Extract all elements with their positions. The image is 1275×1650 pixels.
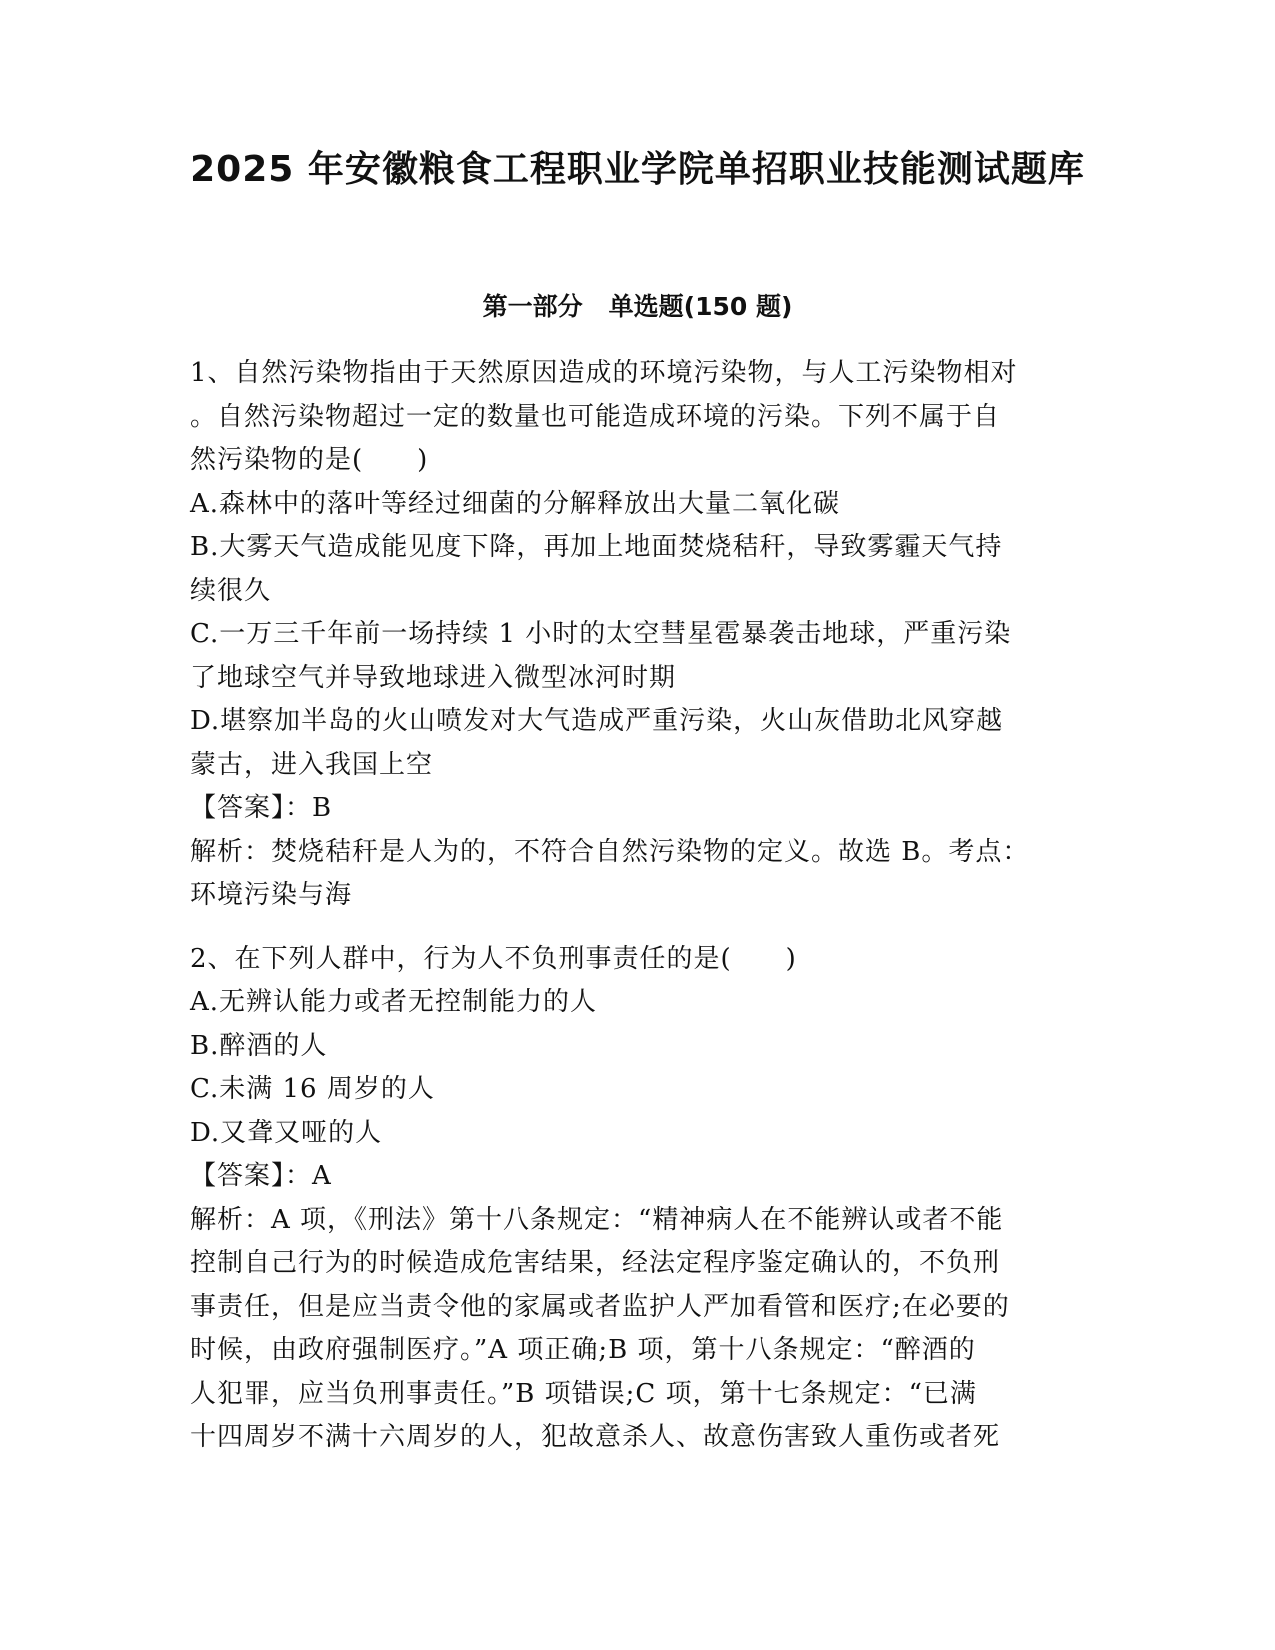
question-1-option-d-cont: 蒙古，进入我国上空 bbox=[190, 749, 434, 780]
question-2-analysis: 解析：A 项，《刑法》第十八条规定：“精神病人在不能辨认或者不能 bbox=[190, 1204, 1004, 1235]
question-2-analysis-cont: 事责任，但是应当责令他的家属或者监护人严加看管和医疗;在必要的 bbox=[190, 1291, 1010, 1322]
question-1 bbox=[190, 352, 1090, 918]
question-2-answer: 【答案】：A bbox=[190, 1161, 332, 1191]
question-1-option-a: A.森林中的落叶等经过细菌的分解释放出大量二氧化碳 bbox=[190, 488, 841, 519]
question-2-option-a: A.无辨认能力或者无控制能力的人 bbox=[190, 987, 598, 1017]
question-2-analysis-cont: 人犯罪，应当负刑事责任。”B 项错误;C 项，第十七条规定：“已满 bbox=[190, 1378, 977, 1409]
question-list bbox=[190, 352, 1090, 1460]
question-2-stem-line: 2、在下列人群中，行为人不负刑事责任的是( ) bbox=[190, 943, 797, 974]
question-1-stem-line: 1、自然污染物指由于天然原因造成的环境污染物，与人工污染物相对 bbox=[190, 358, 1018, 388]
question-2-analysis-cont: 时候，由政府强制医疗。”A 项正确;B 项，第十八条规定：“醉酒的 bbox=[190, 1335, 976, 1365]
question-2-analysis-cont: 控制自己行为的时候造成危害结果，经法定程序鉴定确认的，不负刑 bbox=[190, 1248, 1001, 1278]
question-2-option-b: B.醉酒的人 bbox=[190, 1030, 328, 1061]
question-1-analysis: 解析：焚烧秸秆是人为的，不符合自然污染物的定义。故选 B。考点： bbox=[190, 836, 1030, 867]
question-2 bbox=[190, 938, 1090, 1460]
question-1-option-c: C.一万三千年前一场持续 1 小时的太空彗星雹暴袭击地球，严重污染 bbox=[190, 619, 1012, 649]
question-1-option-b: B.大雾天气造成能见度下降，再加上地面焚烧秸秆，导致雾霾天气持 bbox=[190, 532, 1003, 562]
document-title: 2025 年安徽粮食工程职业学院单招职业技能测试题库 bbox=[190, 149, 1085, 190]
question-2-option-c: C.未满 16 周岁的人 bbox=[190, 1074, 435, 1104]
question-2-option-d: D.又聋又哑的人 bbox=[190, 1117, 383, 1148]
question-1-option-c-cont: 了地球空气并导致地球进入微型冰河时期 bbox=[190, 662, 677, 693]
question-1-answer: 【答案】：B bbox=[190, 793, 333, 823]
question-1-option-d: D.堪察加半岛的火山喷发对大气造成严重污染，火山灰借助北风穿越 bbox=[190, 706, 1004, 736]
section-heading: 第一部分 单选题(150 题) bbox=[482, 292, 793, 321]
question-1-stem-line: 然污染物的是( ) bbox=[190, 445, 429, 475]
question-1-option-b-cont: 续很久 bbox=[190, 575, 272, 606]
question-2-analysis-cont: 十四周岁不满十六周岁的人，犯故意杀人、故意伤害致人重伤或者死 bbox=[190, 1422, 1001, 1452]
question-1-analysis-cont: 环境污染与海 bbox=[190, 880, 353, 910]
question-1-stem-line: 。自然污染物超过一定的数量也可能造成环境的污染。下列不属于自 bbox=[190, 401, 1001, 432]
